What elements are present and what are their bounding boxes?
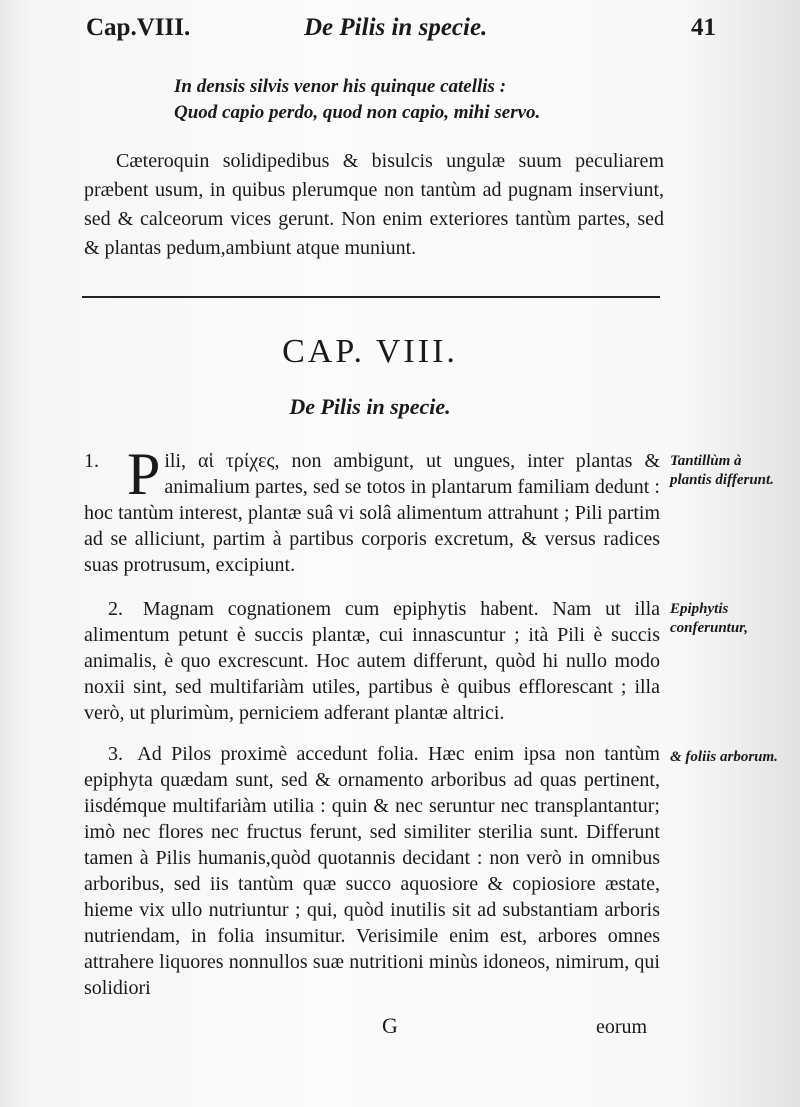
paragraph-1 [84,441,660,578]
chapter-subtitle: De Pilis in specie. [289,394,451,419]
paragraph-text: Ad Pilos proximè accedunt folia. Hæc enim ipsa non tantùm epiphyta quædam sunt, sed & ornamento arboribus ad quas pertinent, iisdémque multifariàm utilia : quin & nec seruntur nec transplantantur; imò nec flores nec fructus ferunt, sed similiter sterilia sunt. Differunt tamen à Pilis humanis,quòd quotannis decidant : non verò in omnibus arboribus, sed iis tantùm quæ succo aquosiore & copiosiore æstate, hieme vix ullo nutriuntur ; qui, quòd inutilis sit ad substantiam arboris nutriendam, in folia insumitur. Verisimile enim est, arbores omnes attrahere liquores nonnullos suæ nutritioni minùs idoneos, nimirum, qui solidiori [84,743,660,999]
margin-note-2: Epiphytis conferuntur, [670,601,748,636]
paragraph-number: 2. [108,598,123,620]
margin-note-3: & foliis arborum. [670,749,778,765]
intro-paragraph: Cæteroquin solidipedibus & bisulcis ungulæ suum peculiarem præbent usum, in quibus plerumque non tantùm ad pugnam inserviunt, sed & calceorum vices gerunt. Non enim exteriores tantùm partes, sed & plantas pedum,ambiunt atque muniunt. [84,150,664,259]
drop-capital: P [127,441,161,507]
catchword: eorum [596,1016,648,1038]
margin-note-1: Tantillùm à plantis differunt. [670,453,774,488]
paragraph-text: Magnam cognationem cum epiphytis habent. Nam ut illa alimentum petunt è succis plantæ, cui innascuntur ; ità Pili è succis animalis, è quo excrescunt. Hoc autem differunt, quòd hi nullo modo noxii sint, sed multifariàm utiles, partibus è quibus efflorescant ; illa verò, ut plurimùm, perniciem adferant plantæ altrici. [84,598,661,724]
paragraph-number: 1. [84,450,99,472]
paragraph-number: 3. [108,743,123,765]
section-divider [82,296,660,298]
paragraph-text: ili, αἱ τρίχες, non ambigunt, ut ungues, inter plantas & animalium partes, sed se totos in plantarum familiam dedunt : hoc tantùm interest, plantæ suâ vi solâ alimentum attrahunt ; Pili partim ad se alliciunt, partim à partibus corporis excretum, & versus radices suas protrusum, excipiunt. [84,450,660,576]
verse-line-1: In densis silvis venor his quinque catellis : [174,76,507,97]
signature-mark: G [382,1013,398,1038]
paragraph-3 [84,741,660,1001]
page-number: 41 [691,14,716,41]
chapter-title: CAP. VIII. [282,333,458,370]
verse-line-2: Quod capio perdo, quod non capio, mihi servo. [174,102,541,123]
header-chapter: Cap.VIII. [86,14,191,41]
running-header [86,14,716,54]
header-title: De Pilis in specie. [304,14,488,41]
paragraph-2 [84,596,660,726]
